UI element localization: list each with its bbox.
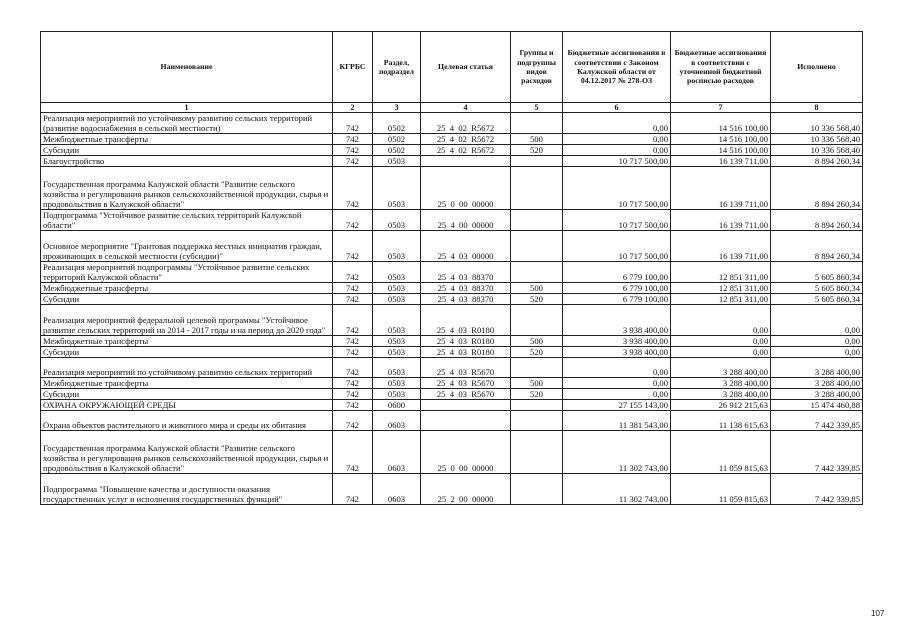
row-name: Межбюджетные трансферты (41, 283, 333, 294)
row-target-code (421, 411, 511, 431)
row-executed: 3 288 400,00 (771, 389, 863, 400)
row-name: Межбюджетные трансферты (41, 378, 333, 389)
row-budget-law: 0,00 (563, 145, 671, 156)
row-executed: 5 605 860,34 (771, 262, 863, 283)
row-target-code: 25 4 03 88370 (421, 262, 511, 283)
row-kgrbs: 742 (333, 134, 373, 145)
table-row (41, 358, 863, 378)
header-section: Раздел, подраздел (373, 32, 421, 103)
row-target-code: 25 4 03 R0180 (421, 347, 511, 358)
row-kgrbs: 742 (333, 167, 373, 210)
row-executed: 7 442 339,85 (771, 431, 863, 474)
row-name: Субсидии (41, 294, 333, 305)
table-row (41, 347, 863, 358)
row-target-code (421, 400, 511, 411)
row-budget-law: 0,00 (563, 358, 671, 378)
row-budget-law: 10 717 500,00 (563, 231, 671, 262)
row-budget-refined: 11 059 815,63 (671, 431, 771, 474)
row-budget-refined: 16 139 711,00 (671, 167, 771, 210)
header-budget-law: Бюджетные ассигнования в соответствии с Законом Калужской области от 04.12.2017 № 278-ОЗ (563, 32, 671, 103)
row-kgrbs: 742 (333, 305, 373, 336)
row-name: Подпрограмма "Повышение качества и доступности оказания государственных услуг и исполнения государственных функций" (41, 474, 333, 505)
row-name: Государственная программа Калужской области "Развитие сельского хозяйства и регулирования рынков сельскохозяйственной продукции, сырья и продовольствия в Калужской области" (41, 167, 333, 210)
row-section: 0503 (373, 358, 421, 378)
column-number: 8 (771, 103, 863, 113)
row-target-code: 25 2 00 00000 (421, 474, 511, 505)
row-name: Благоустройство (41, 156, 333, 167)
row-kgrbs: 742 (333, 336, 373, 347)
row-kgrbs: 742 (333, 411, 373, 431)
row-group-code (511, 113, 563, 134)
row-budget-refined: 3 288 400,00 (671, 378, 771, 389)
row-name: Субсидии (41, 347, 333, 358)
row-executed: 3 288 400,00 (771, 378, 863, 389)
header-executed: Исполнено (771, 32, 863, 103)
table-row (41, 156, 863, 167)
row-executed: 15 474 460,88 (771, 400, 863, 411)
row-budget-refined: 14 516 100,00 (671, 145, 771, 156)
row-section: 0503 (373, 262, 421, 283)
row-target-code: 25 0 00 00000 (421, 431, 511, 474)
table-row (41, 167, 863, 210)
row-section: 0503 (373, 294, 421, 305)
row-kgrbs: 742 (333, 431, 373, 474)
row-group-code (511, 210, 563, 231)
row-budget-law: 6 779 100,00 (563, 294, 671, 305)
table-row (41, 210, 863, 231)
row-section: 0603 (373, 411, 421, 431)
row-group-code (511, 156, 563, 167)
header-name: Наименование (41, 32, 333, 103)
header-kgrbs: КГРБС (333, 32, 373, 103)
row-group-code (511, 262, 563, 283)
row-budget-refined: 11 059 815,63 (671, 474, 771, 505)
row-target-code: 25 4 03 R0180 (421, 305, 511, 336)
row-section: 0503 (373, 210, 421, 231)
row-executed: 5 605 860,34 (771, 294, 863, 305)
row-name: Основное мероприятие "Грантовая поддержка местных инициатив граждан, проживающих в сельской местности (субсидии)" (41, 231, 333, 262)
column-number: 5 (511, 103, 563, 113)
row-group-code (511, 167, 563, 210)
table-row (41, 378, 863, 389)
row-executed: 8 894 260,34 (771, 156, 863, 167)
row-group-code: 520 (511, 294, 563, 305)
row-name: Подпрограмма "Устойчивое развитие сельских территорий Калужской области" (41, 210, 333, 231)
row-section: 0503 (373, 156, 421, 167)
table-row (41, 305, 863, 336)
table-row (41, 283, 863, 294)
row-budget-refined: 14 516 100,00 (671, 134, 771, 145)
row-name: Реализация мероприятий подпрограммы "Устойчивое развитие сельских территорий Калужской области" (41, 262, 333, 283)
row-section: 0503 (373, 231, 421, 262)
row-executed: 0,00 (771, 305, 863, 336)
row-executed: 5 605 860,34 (771, 283, 863, 294)
row-budget-refined: 26 912 215,63 (671, 400, 771, 411)
table-row (41, 389, 863, 400)
row-name: Охрана объектов растительного и животного мира и среды их обитания (41, 411, 333, 431)
row-budget-refined: 0,00 (671, 305, 771, 336)
row-budget-refined: 12 851 311,00 (671, 283, 771, 294)
row-name: ОХРАНА ОКРУЖАЮЩЕЙ СРЕДЫ (41, 400, 333, 411)
table-row (41, 431, 863, 474)
row-budget-refined: 16 139 711,00 (671, 210, 771, 231)
row-budget-law: 3 938 400,00 (563, 305, 671, 336)
row-group-code: 520 (511, 389, 563, 400)
row-kgrbs: 742 (333, 358, 373, 378)
row-kgrbs: 742 (333, 283, 373, 294)
row-budget-law: 6 779 100,00 (563, 283, 671, 294)
row-kgrbs: 742 (333, 156, 373, 167)
row-budget-refined: 3 288 400,00 (671, 358, 771, 378)
row-kgrbs: 742 (333, 347, 373, 358)
row-budget-law: 6 779 100,00 (563, 262, 671, 283)
row-section: 0603 (373, 474, 421, 505)
row-group-code: 520 (511, 347, 563, 358)
row-budget-refined: 12 851 311,00 (671, 262, 771, 283)
table-row (41, 294, 863, 305)
row-kgrbs: 742 (333, 113, 373, 134)
row-name: Межбюджетные трансферты (41, 336, 333, 347)
row-budget-law: 0,00 (563, 389, 671, 400)
row-budget-law: 11 381 543,00 (563, 411, 671, 431)
row-budget-refined: 14 516 100,00 (671, 113, 771, 134)
row-section: 0503 (373, 378, 421, 389)
row-target-code: 25 4 03 R5670 (421, 378, 511, 389)
column-number: 1 (41, 103, 333, 113)
row-kgrbs: 742 (333, 389, 373, 400)
header-target: Целевая статья (421, 32, 511, 103)
row-executed: 0,00 (771, 336, 863, 347)
row-kgrbs: 742 (333, 294, 373, 305)
row-executed: 8 894 260,34 (771, 167, 863, 210)
row-group-code (511, 358, 563, 378)
row-group-code (511, 400, 563, 411)
row-target-code: 25 4 00 00000 (421, 210, 511, 231)
column-number: 2 (333, 103, 373, 113)
row-group-code (511, 231, 563, 262)
row-group-code: 500 (511, 283, 563, 294)
table-body (41, 113, 863, 505)
row-target-code: 25 0 00 00000 (421, 167, 511, 210)
budget-execution-table (40, 31, 863, 505)
table-row (41, 474, 863, 505)
row-group-code: 500 (511, 336, 563, 347)
row-group-code (511, 474, 563, 505)
row-budget-law: 0,00 (563, 378, 671, 389)
row-group-code: 520 (511, 145, 563, 156)
row-target-code: 25 4 02 R5672 (421, 113, 511, 134)
row-group-code: 500 (511, 134, 563, 145)
row-kgrbs: 742 (333, 231, 373, 262)
row-budget-law: 27 155 143,00 (563, 400, 671, 411)
header-groups: Группы и подгруппы видов расходов (511, 32, 563, 103)
row-section: 0603 (373, 431, 421, 474)
row-budget-refined: 16 139 711,00 (671, 156, 771, 167)
row-executed: 10 336 568,40 (771, 113, 863, 134)
row-name: Государственная программа Калужской области "Развитие сельского хозяйства и регулирования рынков сельскохозяйственной продукции, сырья и продовольствия в Калужской области" (41, 431, 333, 474)
row-section: 0502 (373, 145, 421, 156)
row-group-code (511, 305, 563, 336)
row-budget-refined: 11 138 615,63 (671, 411, 771, 431)
row-executed: 10 336 568,40 (771, 145, 863, 156)
table-row (41, 336, 863, 347)
row-target-code: 25 4 03 88370 (421, 283, 511, 294)
row-target-code: 25 4 03 R5670 (421, 389, 511, 400)
row-budget-law: 10 717 500,00 (563, 210, 671, 231)
row-target-code: 25 4 02 R5672 (421, 134, 511, 145)
row-target-code: 25 4 03 00000 (421, 231, 511, 262)
row-group-code (511, 431, 563, 474)
row-section: 0502 (373, 134, 421, 145)
row-executed: 0,00 (771, 347, 863, 358)
row-target-code (421, 156, 511, 167)
row-name: Субсидии (41, 389, 333, 400)
row-name: Реализация мероприятий по устойчивому развитию сельских территорий (развитие водоснабжения в сельской местности) (41, 113, 333, 134)
row-name: Реализация мероприятий по устойчивому развитию сельских территорий (41, 358, 333, 378)
row-section: 0503 (373, 389, 421, 400)
row-kgrbs: 742 (333, 378, 373, 389)
row-kgrbs: 742 (333, 474, 373, 505)
table-row (41, 113, 863, 134)
table-row (41, 411, 863, 431)
row-budget-refined: 0,00 (671, 336, 771, 347)
row-section: 0503 (373, 283, 421, 294)
row-kgrbs: 742 (333, 145, 373, 156)
table-header-row (41, 32, 863, 103)
row-section: 0503 (373, 336, 421, 347)
row-budget-law: 3 938 400,00 (563, 336, 671, 347)
page-number: 107 (871, 609, 885, 618)
row-group-code: 500 (511, 378, 563, 389)
row-executed: 8 894 260,34 (771, 210, 863, 231)
table-row (41, 134, 863, 145)
column-number-row (41, 103, 863, 113)
table-row (41, 262, 863, 283)
row-kgrbs: 742 (333, 262, 373, 283)
row-section: 0600 (373, 400, 421, 411)
row-target-code: 25 4 03 88370 (421, 294, 511, 305)
table-row (41, 400, 863, 411)
row-budget-law: 0,00 (563, 134, 671, 145)
column-number: 3 (373, 103, 421, 113)
row-target-code: 25 4 03 R0180 (421, 336, 511, 347)
row-budget-refined: 3 288 400,00 (671, 389, 771, 400)
row-section: 0503 (373, 305, 421, 336)
row-budget-law: 10 717 500,00 (563, 167, 671, 210)
column-number: 6 (563, 103, 671, 113)
row-target-code: 25 4 02 R5672 (421, 145, 511, 156)
row-budget-refined: 0,00 (671, 347, 771, 358)
row-kgrbs: 742 (333, 210, 373, 231)
row-budget-law: 3 938 400,00 (563, 347, 671, 358)
row-name: Реализация мероприятий федеральной целевой программы "Устойчивое развитие сельских территорий на 2014 - 2017 годы и на период до 2020 года" (41, 305, 333, 336)
row-budget-law: 10 717 500,00 (563, 156, 671, 167)
column-number: 7 (671, 103, 771, 113)
row-name: Межбюджетные трансферты (41, 134, 333, 145)
row-group-code (511, 411, 563, 431)
row-section: 0502 (373, 113, 421, 134)
row-budget-refined: 16 139 711,00 (671, 231, 771, 262)
row-executed: 10 336 568,40 (771, 134, 863, 145)
row-budget-law: 0,00 (563, 113, 671, 134)
row-budget-law: 11 302 743,00 (563, 431, 671, 474)
row-section: 0503 (373, 167, 421, 210)
row-section: 0503 (373, 347, 421, 358)
row-executed: 7 442 339,85 (771, 411, 863, 431)
header-budget-refined: Бюджетные ассигнования в соответствии с уточненной бюджетной росписью расходов (671, 32, 771, 103)
row-budget-law: 11 302 743,00 (563, 474, 671, 505)
row-executed: 8 894 260,34 (771, 231, 863, 262)
row-kgrbs: 742 (333, 400, 373, 411)
row-name: Субсидии (41, 145, 333, 156)
column-number: 4 (421, 103, 511, 113)
table-row (41, 231, 863, 262)
row-target-code: 25 4 03 R5670 (421, 358, 511, 378)
row-executed: 3 288 400,00 (771, 358, 863, 378)
row-budget-refined: 12 851 311,00 (671, 294, 771, 305)
row-executed: 7 442 339,85 (771, 474, 863, 505)
table-row (41, 145, 863, 156)
